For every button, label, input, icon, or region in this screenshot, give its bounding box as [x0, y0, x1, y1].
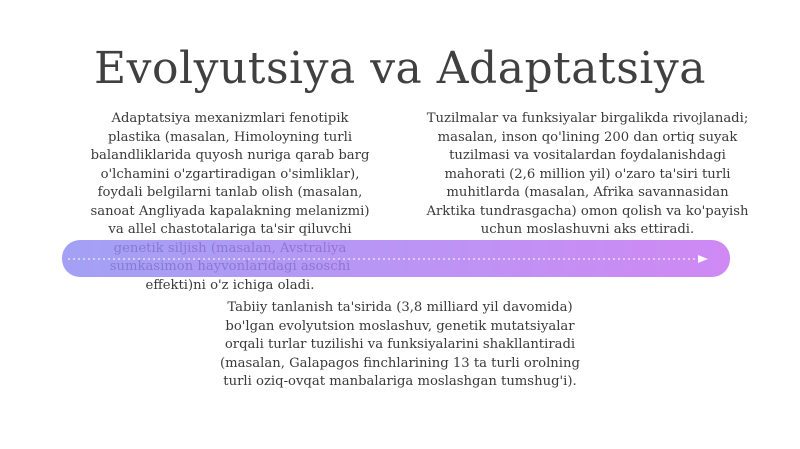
text-block-left: Adaptatsiya mexanizmlari fenotipik plastika (masalan, Himoloyning turli balandliklarida quyosh nuriga qarab barg o'lchamini o'zgartiradigan o'simliklar), foydali belgilarni tanlab olish (masalan, sanoat Angliyada kapalakning melanizmi) va allel chastotalariga ta'sir qiluvchi effekti)ni o'z ichiga oladi.	[90, 111, 370, 293]
timeline-arrow	[62, 240, 730, 277]
text-block-right: Tuzilmalar va funksiyalar birgalikda rivojlanadi; masalan, inson qo'lining 200 dan ortiq suyak tuzilmasi va vositalardan foydalanishdagi mahorati (2,6 million yil) o'zaro ta'siri turli muhitlarda (masalan, Afrika savannasidan Arktika tundrasgacha) omon qolish va ko'payish uchun moslashuvni aks ettiradi.	[426, 111, 749, 237]
text-block-bottom: Tabiiy tanlanish ta'sirida (3,8 milliard yil davomida) bo'lgan evolyutsion moslashuv, genetik mutatsiyalar orqali turlar tuzilishi va funksiyalarini shakllantiradi (masalan, Galapagos finchlarining 13 ta turli orolning turli oziq-ovqat manbalariga moslashgan tumshug'i).	[220, 300, 580, 389]
slide-title: Evolyutsiya va Adaptatsiya	[94, 43, 706, 95]
timeline-arrow-head	[698, 255, 708, 263]
